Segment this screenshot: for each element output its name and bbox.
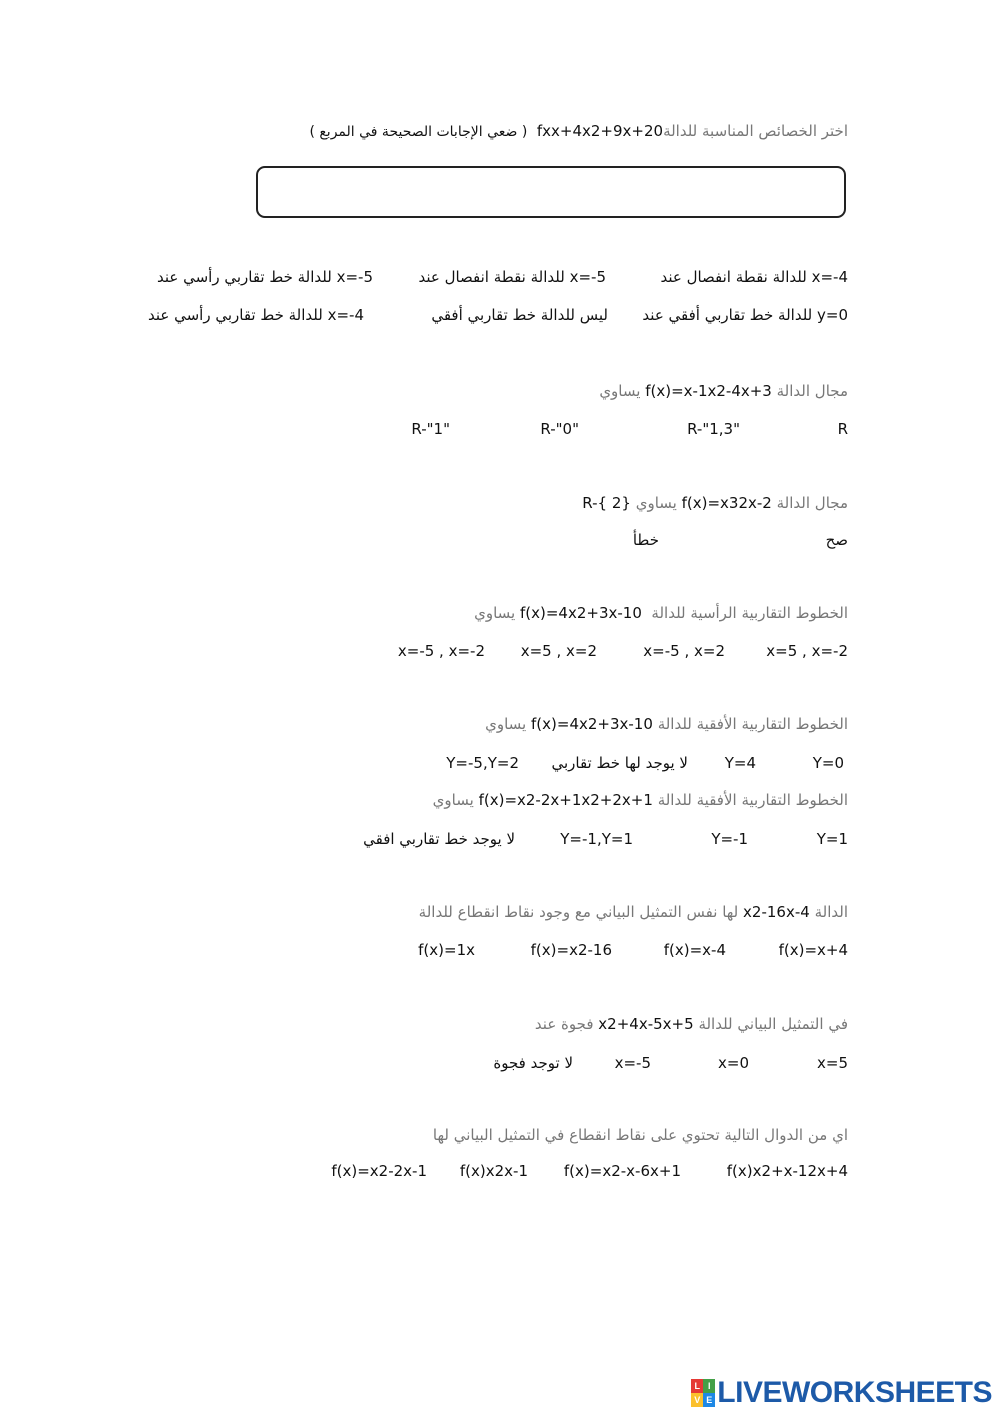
q1-title — [309, 122, 848, 140]
q6-option[interactable]: Y=-1,Y=1 — [560, 830, 633, 848]
q6-option[interactable]: Y=1 — [816, 830, 848, 848]
q8-option[interactable]: x=-5 — [614, 1054, 651, 1072]
q2-option[interactable]: R-"0" — [540, 420, 579, 438]
q3-title — [582, 494, 848, 512]
q2-option[interactable]: R-"1,3" — [687, 420, 740, 438]
q5-option[interactable]: Y=4 — [724, 754, 756, 772]
q6-option[interactable]: Y=-1 — [711, 830, 748, 848]
q5-title-pre: الخطوط التقاربية الأفقية للدالة — [657, 715, 848, 733]
q4-title-pre: الخطوط التقاربية الرأسية للدالة — [651, 604, 848, 622]
q8-option[interactable]: x=0 — [718, 1054, 749, 1072]
q5-option[interactable]: لا يوجد لها خط تقاربي — [551, 754, 688, 772]
q6-option[interactable]: لا يوجد خط تقاربي افقي — [363, 830, 515, 848]
q9-option[interactable]: f(x)x2x-1 — [459, 1162, 528, 1180]
liveworksheets-wordmark: LIVEWORKSHEETS — [717, 1376, 992, 1409]
q6-function: f(x)=x2-2x+1x2+2x+1 — [478, 791, 653, 809]
q2-title — [599, 382, 848, 400]
q3-title-tail: R-{ 2} — [582, 494, 631, 512]
q4-option[interactable]: x=5 , x=-2 — [766, 642, 848, 660]
logo-mark-letter: I — [703, 1379, 715, 1393]
q5-option[interactable]: Y=-5,Y=2 — [446, 754, 519, 772]
q2-title-pre: مجال الدالة — [776, 382, 848, 400]
q3-function: f(x)=x32x-2 — [681, 494, 772, 512]
q1-answer-drop-box[interactable] — [256, 166, 846, 218]
q1-option[interactable]: للدالة نقطة انفصال عند x=-5 — [418, 268, 606, 286]
q3-title-post: يساوي — [635, 494, 677, 512]
q1-note: ( ضعي الإجابات الصحيحة في المربع ) — [309, 124, 528, 140]
q8-function: x2+4x-5x+5 — [598, 1015, 694, 1033]
logo-mark-letter: E — [703, 1393, 715, 1407]
q4-title-post: يساوي — [474, 604, 516, 622]
logo-mark-letter: L — [691, 1379, 703, 1393]
q5-title-post: يساوي — [485, 715, 527, 733]
q4-option[interactable]: x=-5 , x=-2 — [397, 642, 485, 660]
q5-title — [485, 715, 848, 733]
q3-title-pre: مجال الدالة — [776, 494, 848, 512]
q9-option[interactable]: f(x)=x2-x-6x+1 — [563, 1162, 681, 1180]
q2-option[interactable]: R-"1" — [411, 420, 450, 438]
q9-option[interactable]: f(x)=x2-2x-1 — [331, 1162, 427, 1180]
q1-option[interactable]: ليس للدالة خط تقاربي أفقي — [431, 306, 608, 324]
q8-option[interactable]: لا توجد فجوة — [493, 1054, 573, 1072]
q1-option[interactable]: للدالة خط تقاربي أفقي عند y=0 — [642, 306, 848, 324]
q2-function: f(x)=x-1x2-4x+3 — [645, 382, 772, 400]
q3-option-true[interactable]: صح — [825, 531, 848, 549]
q9-option[interactable]: f(x)x2+x-12x+4 — [726, 1162, 848, 1180]
q8-title-post: فجوة عند — [534, 1015, 594, 1033]
q1-option[interactable]: للدالة نقطة انفصال عند x=-4 — [660, 268, 848, 286]
q7-title — [419, 903, 848, 921]
q2-option[interactable]: R — [837, 420, 848, 438]
q7-title-post: لها نفس التمثيل البياني مع وجود نقاط انقطاع للدالة — [418, 903, 739, 921]
q7-option[interactable]: f(x)=x-4 — [663, 941, 726, 959]
q8-title — [535, 1015, 848, 1033]
q9-title: اي من الدوال التالية تحتوي على نقاط انقطاع في التمثيل البياني لها — [432, 1126, 848, 1144]
q4-function: f(x)=4x2+3x-10 — [519, 604, 642, 622]
q4-option[interactable]: x=-5 , x=2 — [643, 642, 725, 660]
q1-option[interactable]: للدالة خط تقاربي رأسي عند x=-4 — [147, 306, 364, 324]
q4-option[interactable]: x=5 , x=2 — [520, 642, 597, 660]
liveworksheets-mark-icon — [691, 1379, 715, 1407]
q7-title-pre: الدالة — [814, 903, 848, 921]
q6-title — [433, 791, 848, 809]
q1-function: fxx+4x2+9x+20 — [536, 122, 664, 140]
logo-mark-letter: V — [691, 1393, 703, 1407]
q5-option[interactable]: Y=0 — [812, 754, 844, 772]
q7-function: x2-16x-4 — [743, 903, 810, 921]
q6-title-post: يساوي — [432, 791, 474, 809]
q4-title — [474, 604, 848, 622]
q6-title-pre: الخطوط التقاربية الأفقية للدالة — [657, 791, 848, 809]
q2-title-post: يساوي — [599, 382, 641, 400]
q1-option[interactable]: للدالة خط تقاربي رأسي عند x=-5 — [156, 268, 373, 286]
q8-option[interactable]: x=5 — [817, 1054, 848, 1072]
q5-function: f(x)=4x2+3x-10 — [531, 715, 653, 733]
q7-option[interactable]: f(x)=x+4 — [778, 941, 848, 959]
q8-title-pre: في التمثيل البياني للدالة — [698, 1015, 848, 1033]
q1-title-pre: اختر الخصائص المناسبة للدالة — [663, 122, 848, 140]
q3-option-false[interactable]: خطأ — [632, 531, 659, 549]
q7-option[interactable]: f(x)=1x — [418, 941, 475, 959]
liveworksheets-logo — [691, 1376, 992, 1410]
q7-option[interactable]: f(x)=x2-16 — [530, 941, 612, 959]
